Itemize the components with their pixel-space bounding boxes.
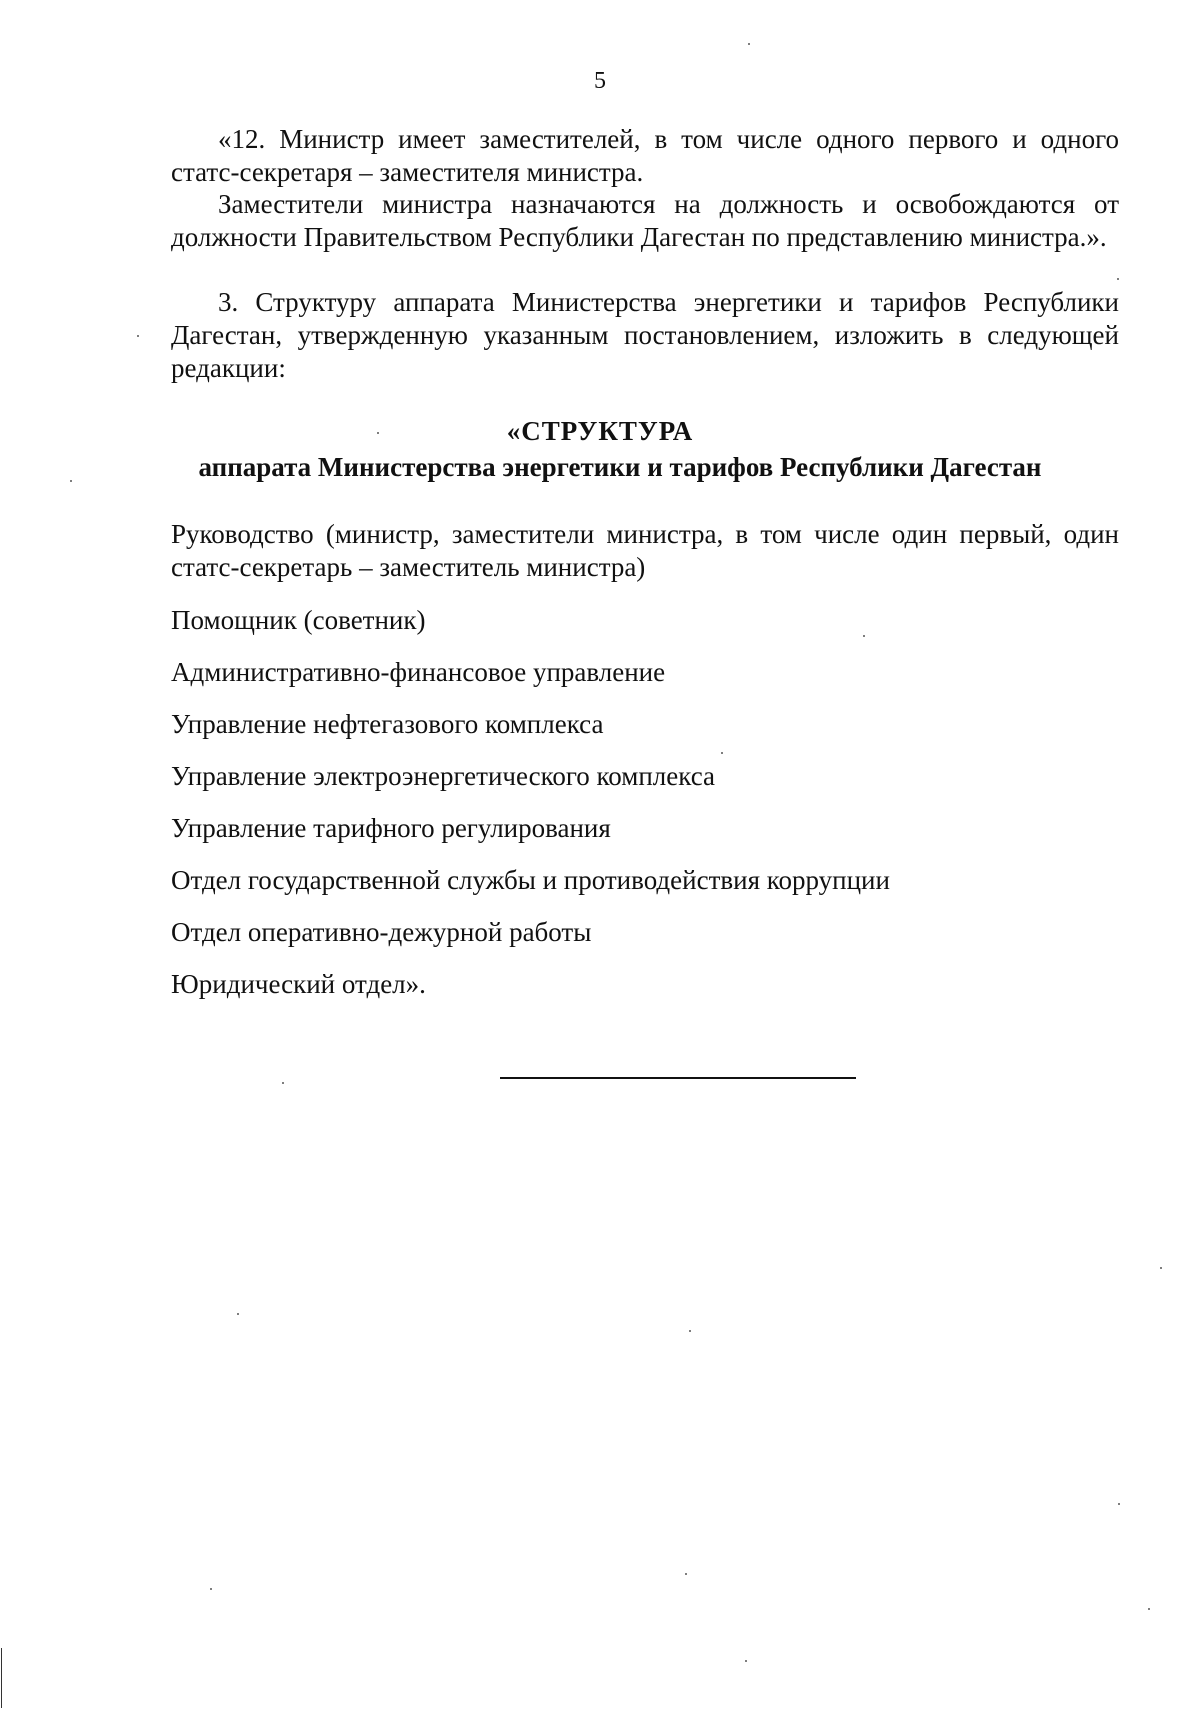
structure-item-leadership: Руководство (министр, заместители министра, в том числе один первый, один статс-секретарь – заместитель министра) bbox=[171, 519, 1119, 582]
scan-speck bbox=[721, 752, 723, 754]
structure-item-legal: Юридический отдел». bbox=[171, 969, 426, 999]
scan-speck bbox=[1118, 1503, 1120, 1505]
structure-item-electric-power: Управление электроэнергетического комплекса bbox=[171, 761, 715, 791]
structure-item-admin-finance: Административно-финансовое управление bbox=[171, 657, 666, 687]
scan-speck bbox=[137, 335, 139, 337]
scan-speck bbox=[210, 1588, 212, 1590]
scan-speck bbox=[377, 432, 379, 434]
structure-item-civil-service: Отдел государственной службы и противодействия коррупции bbox=[171, 865, 890, 895]
scan-speck bbox=[745, 1660, 747, 1662]
scan-speck bbox=[689, 1330, 691, 1332]
structure-item-tariff-regulation: Управление тарифного регулирования bbox=[171, 813, 611, 843]
scan-speck bbox=[70, 480, 72, 482]
paragraph-deputies-appointment: Заместители министра назначаются на должность и освобождаются от должности Правительством Республики Дагестан по представлению министра.». bbox=[171, 189, 1119, 252]
scan-speck bbox=[748, 43, 750, 45]
scan-speck bbox=[1148, 1608, 1150, 1610]
page-number: 5 bbox=[594, 68, 606, 94]
structure-list bbox=[171, 518, 1119, 1020]
scan-speck bbox=[1117, 278, 1119, 280]
structure-subtitle: аппарата Министерства энергетики и тарифов Республики Дагестан bbox=[198, 452, 1042, 482]
structure-item-assistant: Помощник (советник) bbox=[171, 605, 426, 635]
scan-speck bbox=[863, 635, 865, 637]
scan-speck bbox=[282, 1082, 284, 1084]
scan-edge bbox=[1, 1648, 2, 1708]
structure-item-oil-gas: Управление нефтегазового комплекса bbox=[171, 709, 604, 739]
scan-speck bbox=[1160, 1267, 1162, 1269]
structure-title: «СТРУКТУРА bbox=[506, 416, 694, 446]
closing-rule bbox=[500, 1077, 856, 1079]
paragraph-12-deputies: «12. Министр имеет заместителей, в том числе одного первого и одного статс-секретаря – заместителя министра. bbox=[171, 124, 1119, 187]
paragraph-3-structure-amendment: 3. Структуру аппарата Министерства энергетики и тарифов Республики Дагестан, утвержденную указанным постановлением, изложить в следующей редакции: bbox=[171, 287, 1119, 383]
scan-speck bbox=[237, 1313, 239, 1315]
scan-speck bbox=[685, 1573, 687, 1575]
structure-item-duty-operations: Отдел оперативно-дежурной работы bbox=[171, 917, 592, 947]
